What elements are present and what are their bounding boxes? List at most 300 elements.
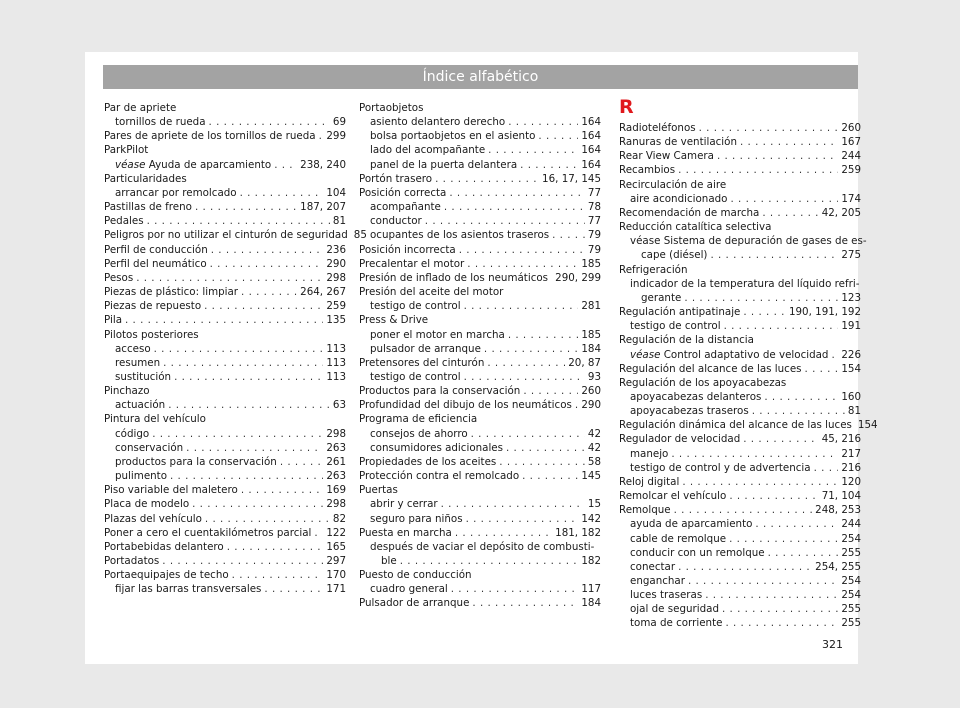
dot-leader [552,228,585,242]
index-entry [104,172,346,186]
entry-label: conservación [115,441,184,454]
dot-leader [762,206,818,220]
entry-pages: 260 [581,385,601,398]
dot-leader [459,243,585,257]
index-entry [359,356,601,370]
entry-text [104,554,159,568]
entry-pages: 160 [841,390,861,403]
entry-label: Pilotos posteriores [104,328,199,341]
entry-label: código [115,427,150,440]
entry-text [370,370,461,384]
index-entry [359,412,601,426]
entry-text [359,356,484,370]
entry-pages: 290, 299 [555,271,601,284]
dot-leader [466,512,579,526]
dot-leader [538,129,578,143]
index-entry [359,384,601,398]
entry-label: testigo de control [370,300,461,313]
entry-text [619,418,852,432]
dot-leader [755,517,838,531]
entry-label: Par de apriete [104,102,177,114]
entry-text [115,158,271,172]
entry-pages: 69 [332,116,346,129]
index-entry [359,200,601,214]
entry-label: ojal de seguridad [630,603,719,616]
entry-text [630,319,721,333]
entry-text [359,469,519,483]
entry-pages: 154 [841,362,861,375]
entry-label: Puesta en marcha [359,526,452,539]
dot-leader [264,582,323,596]
entry-text [115,582,261,596]
dot-leader [464,299,579,313]
entry-text [370,129,535,143]
entry-label: Portadatos [104,555,160,567]
entry-text [370,299,461,313]
entry-text [630,588,702,602]
entry-text [115,441,183,455]
dot-leader [174,370,323,384]
entry-label: Pulsador de arranque [359,597,470,610]
entry-label: resumen [115,356,161,369]
entry-text [641,291,681,305]
index-entry [359,512,601,526]
entry-label: tornillos de rueda [115,116,206,129]
index-entry [359,299,601,313]
entry-label: véase Sistema de depuración de gases de es- [630,235,867,248]
entry-text [370,115,505,129]
index-entry [359,214,601,228]
entry-pages: 281 [581,300,601,313]
dot-leader [678,163,838,177]
index-entry [104,200,346,214]
dot-leader [710,248,838,262]
entry-text [115,469,167,483]
entry-text [359,243,456,257]
entry-label: Ayuda de aparcamiento [148,158,272,171]
entry-text [370,200,441,214]
entry-label: manejo [630,447,669,460]
entry-text [619,163,675,177]
dot-leader [499,455,585,469]
entry-pages: 238, 240 [300,158,346,171]
entry-text [370,143,485,157]
dot-leader [163,356,323,370]
entry-label: Pretensores del cinturón [359,356,485,369]
entry-label: aire acondicionado [630,192,728,205]
dot-leader [484,342,578,356]
index-entry [359,370,601,384]
entry-text [359,384,520,398]
entry-pages: 298 [326,498,346,511]
dot-leader [520,158,578,172]
index-entry [619,376,861,390]
entry-pages: 85 [353,229,367,242]
index-entry [104,143,346,157]
dot-leader [705,588,838,602]
entry-label: Regulación de la distancia [619,334,754,347]
index-entry [104,342,346,356]
index-entry [619,348,861,362]
dot-leader [192,497,323,511]
entry-label: consumidores adicionales [370,441,504,454]
entry-label: Puertas [359,484,398,497]
entry-text [104,483,238,497]
entry-label: Poner a cero el cuentakilómetros parcial [104,526,312,539]
dot-leader [831,348,838,362]
entry-text [104,497,189,511]
entry-label: Ranuras de ventilación [619,136,737,149]
dot-leader [232,568,324,582]
index-entry [104,554,346,568]
entry-pages: 290 [581,399,601,412]
dot-leader [508,328,579,342]
index-entry [104,285,346,299]
index-entry [359,497,601,511]
entry-pages: 254 [841,532,861,545]
entry-text [619,475,679,489]
entry-pages: 117 [581,583,601,596]
index-entry [359,526,601,540]
index-entry [104,328,346,342]
entry-text [370,214,422,228]
entry-label: Presión de inflado de los neumáticos [359,271,549,284]
entry-label: Perfil del neumático [104,257,207,270]
dot-leader [451,582,579,596]
entry-label: Regulador de velocidad [619,433,741,446]
entry-text [630,546,765,560]
entry-pages: 120 [841,475,861,488]
index-entry [359,483,601,497]
entry-pages: 167 [841,136,861,149]
index-entry [619,461,861,475]
entry-pages: 297 [326,555,346,567]
entry-pages: 170 [326,569,346,582]
dot-leader [487,356,565,370]
entry-label: Pesos [104,271,134,284]
entry-text [104,299,201,313]
entry-label: testigo de control [630,320,721,333]
index-entry [359,441,601,455]
entry-label: Portaobjetos [359,102,424,114]
index-entry [619,447,861,461]
index-entry [619,362,861,376]
dot-leader [729,489,818,503]
dot-leader [441,497,585,511]
section-letter-r: R [619,96,634,118]
index-entry [359,115,601,129]
index-entry [619,135,861,149]
entry-pages: 154 [857,419,878,432]
dot-leader [425,214,585,228]
dot-leader [508,115,578,129]
entry-label: ayuda de aparcamiento [630,518,753,531]
index-entry [619,192,861,206]
dot-leader [699,121,839,135]
index-entry [359,342,601,356]
index-entry [104,228,367,242]
dot-leader [722,602,838,616]
entry-text [104,257,207,271]
dot-leader [729,532,838,546]
index-entry [619,432,861,446]
index-entry [104,455,346,469]
entry-pages: 263 [326,441,346,454]
index-entry [619,305,861,319]
index-entry [104,299,346,313]
index-entry [104,568,346,582]
entry-label: panel de la puerta delantera [370,158,518,171]
entry-text [115,398,165,412]
index-entry [359,243,601,257]
index-entry [359,568,601,582]
dot-leader [575,398,578,412]
dot-leader [506,441,585,455]
index-entry [104,115,346,129]
entry-text [104,540,224,554]
dot-leader [136,271,323,285]
entry-pages: 78 [587,201,601,214]
entry-text [619,305,740,319]
entry-pages: 185 [581,328,601,341]
index-entry [619,277,861,291]
index-entry [619,263,861,277]
page-number: 321 [822,638,843,651]
entry-text [619,503,671,517]
index-entry [619,574,861,588]
entry-label: indicador de la temperatura del líquido refri- [630,277,860,290]
entry-pages: 260 [841,122,861,134]
entry-text [641,248,707,262]
entry-text [359,455,496,469]
entry-label: apoyacabezas delanteros [630,390,762,403]
entry-label: cable de remolque [630,532,727,545]
entry-label: toma de corriente [630,617,723,630]
entry-pages: 185 [581,257,601,270]
entry-label: Puesto de conducción [359,569,472,582]
index-entry [619,206,861,220]
index-entry [359,313,601,327]
entry-label: Propiedades de los aceites [359,455,497,468]
dot-leader [684,291,838,305]
index-entry [104,214,346,228]
index-column-2 [359,101,601,611]
entry-text [619,121,696,135]
entry-label: Pastillas de freno [104,201,192,214]
entry-pages: 16, 17, 145 [542,172,601,185]
entry-label: Perfil de conducción [104,243,208,256]
entry-pages: 165 [326,540,346,553]
dot-leader [522,469,578,483]
entry-text [359,596,469,610]
entry-text [370,158,517,172]
index-entry [359,554,601,568]
dot-leader [472,596,578,610]
entry-label: poner el motor en marcha [370,328,505,341]
dot-leader [674,503,813,517]
entry-pages: 77 [587,215,601,228]
entry-text [370,228,549,242]
dot-leader [241,483,324,497]
index-column-1 [104,101,367,596]
dot-leader [241,285,297,299]
entry-label: actuación [115,399,166,412]
entry-pages: 299 [326,130,346,143]
entry-text [619,149,714,163]
dot-leader [319,129,324,143]
dot-leader [688,574,838,588]
entry-pages: 169 [326,484,346,497]
entry-label: Control adaptativo de velocidad [663,348,829,361]
entry-label: Piezas de plástico: limpiar [104,286,239,299]
entry-label: asiento delantero derecho [370,116,506,129]
index-entry [619,532,861,546]
entry-label: Placa de modelo [104,498,190,511]
entry-label: Profundidad del dibujo de los neumáticos [359,399,572,412]
entry-text [630,574,685,588]
entry-label: Pintura del vehículo [104,413,206,426]
entry-pages: 216 [841,461,861,474]
index-entry [359,582,601,596]
entry-pages: 82 [332,512,346,525]
index-column-3 [619,96,878,631]
entry-label: fijar las barras transversales [115,583,262,596]
entry-text [104,285,238,299]
index-entry [619,418,878,432]
entry-pages: 123 [841,291,861,304]
entry-text [359,172,432,186]
index-entry [104,158,346,172]
index-entry [359,228,601,242]
entry-pages: 184 [581,597,601,610]
index-entry [104,129,346,143]
dot-leader [152,427,323,441]
entry-label: Remolcar el vehículo [619,490,727,503]
entry-label: después de vaciar el depósito de combusti- [370,540,595,553]
index-entry [104,243,346,257]
entry-label: Press & Drive [359,314,429,327]
entry-text [359,186,446,200]
dot-leader [551,271,552,285]
index-entry [619,333,861,347]
entry-text [630,192,727,206]
entry-text [619,432,740,446]
entry-label: productos para la conservación [115,455,277,468]
entry-pages: 187, 207 [300,201,346,214]
entry-text [630,404,749,418]
index-entry [104,271,346,285]
entry-text [359,257,464,271]
entry-text [104,271,133,285]
entry-label: pulimento [115,470,168,483]
index-entry [619,178,861,192]
entry-label: pulsador de arranque [370,342,481,355]
index-entry [619,319,861,333]
index-entry [619,390,861,404]
entry-label: enganchar [630,575,685,587]
dot-leader [210,257,324,271]
entry-label: ble [381,555,397,567]
page-header: Índice alfabético [103,65,858,89]
entry-label: Portaequipajes de techo [104,569,229,582]
entry-pages: 290 [326,257,346,270]
dot-leader [435,172,539,186]
dot-leader [168,398,330,412]
entry-pages: 164 [581,158,601,171]
dot-leader [444,200,585,214]
index-entry [359,398,601,412]
dot-leader [125,313,323,327]
see-reference: véase [115,158,146,171]
entry-text [115,115,206,129]
index-entry [619,220,861,234]
entry-pages: 42 [587,427,601,440]
index-entry [104,582,346,596]
index-entry [619,234,867,248]
dot-leader [724,319,839,333]
entry-pages: 142 [581,512,601,525]
entry-text [370,441,503,455]
entry-pages: 263 [326,470,346,483]
entry-text [359,271,548,285]
entry-pages: 145 [581,470,601,483]
entry-label: Pila [104,314,123,327]
entry-pages: 298 [326,271,346,284]
entry-pages: 58 [587,455,601,468]
entry-text [630,348,828,362]
entry-pages: 81 [847,405,861,418]
entry-pages: 236 [326,243,346,256]
entry-pages: 122 [326,526,346,539]
entry-label: Recirculación de aire [619,178,727,191]
entry-pages: 81 [332,215,346,228]
entry-text [104,243,208,257]
see-reference: véase [630,348,661,361]
entry-pages: 248, 253 [815,504,861,517]
entry-pages: 259 [326,300,346,313]
entry-pages: 181, 182 [555,526,601,539]
index-entry [359,540,601,554]
entry-pages: 275 [841,249,861,262]
index-entry [619,121,861,135]
entry-label: Peligros por no utilizar el cinturón de seguridad [104,229,348,242]
index-entry [619,602,861,616]
dot-leader [467,257,578,271]
index-entry [359,427,601,441]
entry-label: conectar [630,560,676,573]
index-entry [104,412,346,426]
dot-leader [752,404,845,418]
index-entry [104,469,346,483]
entry-pages: 77 [587,186,601,199]
entry-text [619,362,802,376]
dot-leader [147,214,330,228]
entry-label: luces traseras [630,589,703,602]
dot-leader [204,299,323,313]
index-entry [619,163,861,177]
dot-leader [740,135,838,149]
entry-label: Recambios [619,164,676,177]
index-entry [619,404,861,418]
entry-pages: 182 [581,555,601,567]
entry-pages: 93 [587,370,601,383]
dot-leader [209,115,330,129]
dot-leader [274,158,297,172]
dot-leader [314,526,323,540]
entry-label: abrir y cerrar [370,498,438,511]
index-entry [619,517,861,531]
entry-pages: 135 [326,314,346,327]
